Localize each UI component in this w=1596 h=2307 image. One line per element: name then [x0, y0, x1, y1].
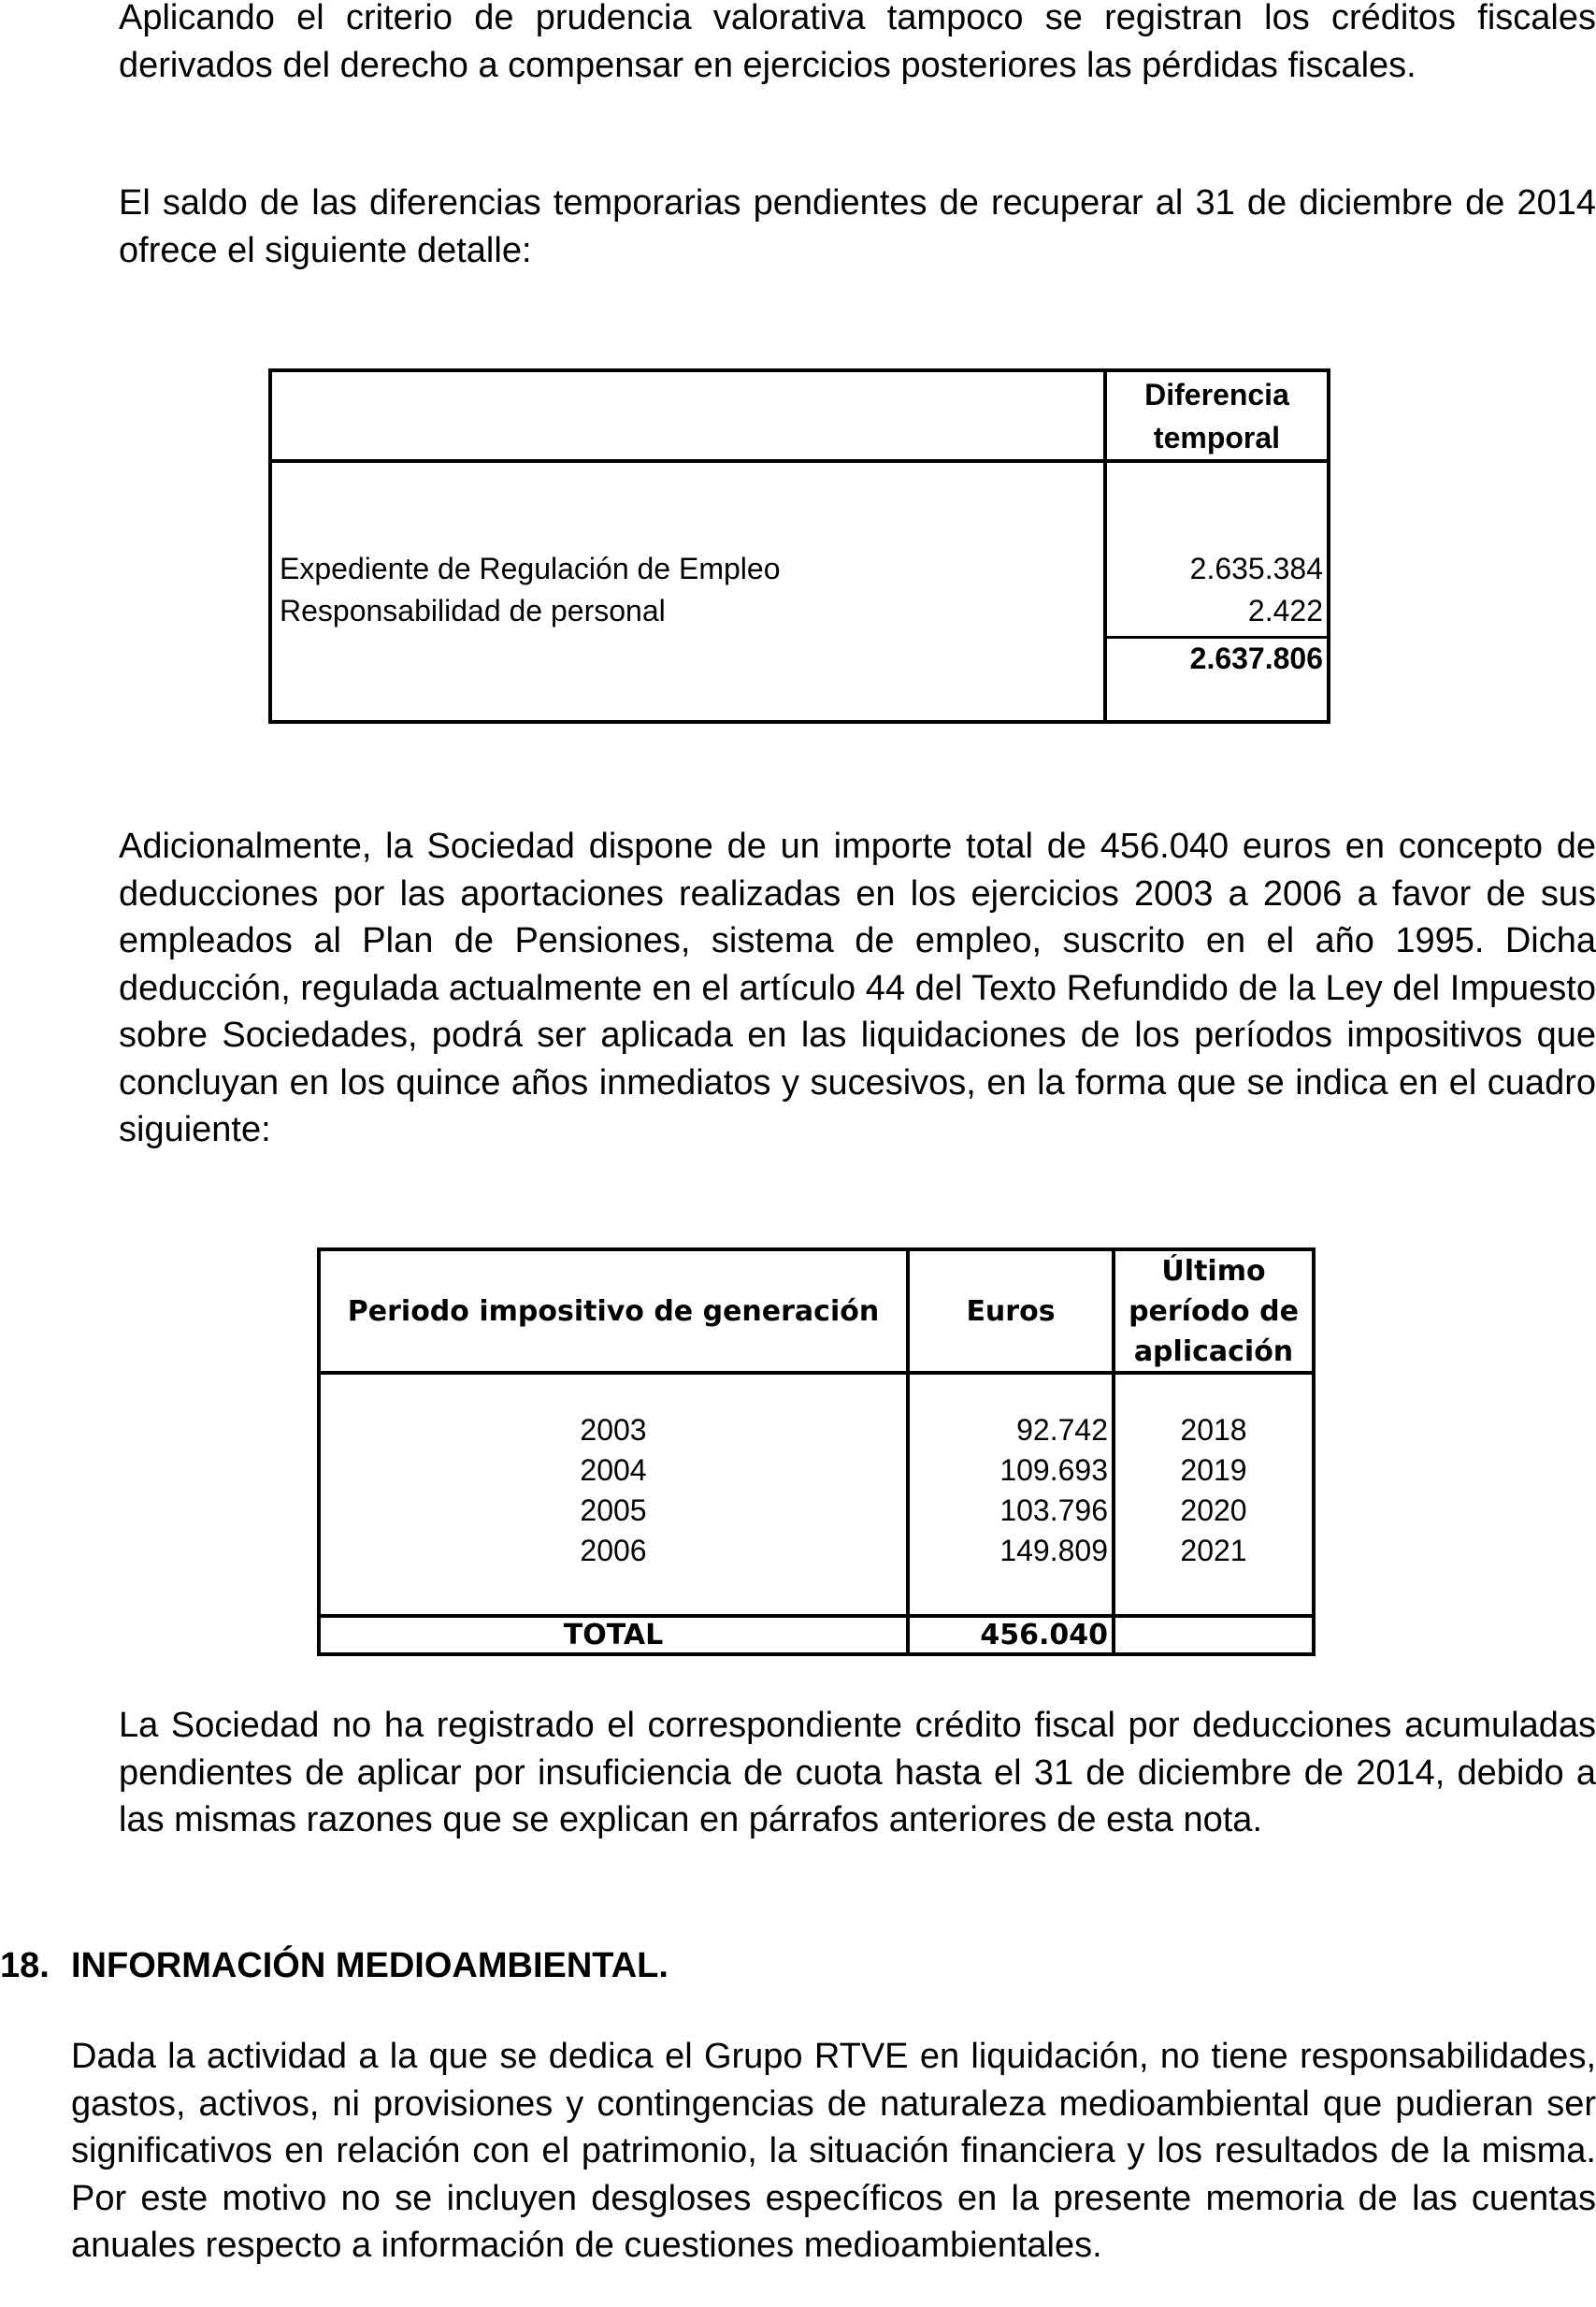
column-header-period: Periodo impositivo de generación [347, 1294, 880, 1328]
cell-euros: 92.742 [1016, 1413, 1108, 1447]
cell-year: 2004 [580, 1453, 647, 1487]
total-euros: 456.040 [980, 1619, 1108, 1651]
cell-last-period: 2021 [1180, 1534, 1247, 1567]
temporary-differences-table [268, 368, 1330, 724]
total-value: 2.637.806 [1189, 642, 1323, 675]
paragraph-deductions: Adicionalmente, la Sociedad dispone de un importe total de 456.040 euros en concepto de deducciones por las aportaciones realizadas en los ejercicios 2003 a 2006 a favor de sus empleados al Plan de Pensiones, sistema de empleo, suscrito en el año 1995. Dicha deducción, regulada actualmente en el artículo 44 del Texto Refundido de la Ley del Impuesto sobre Sociedades, podrá ser aplicada en las liquidaciones de los períodos impositivos que concluyan en los quince años inmediatos y sucesivos, en la forma que se indica en el cuadro siguiente: [119, 827, 1596, 1149]
row-label: Expediente de Regulación de Empleo [280, 552, 781, 585]
table-divider [321, 1371, 1312, 1375]
cell-year: 2005 [580, 1493, 647, 1527]
header-line: Diferencia [1144, 377, 1289, 411]
row-value: 2.635.384 [1189, 552, 1323, 585]
column-header-temporal-difference [1107, 372, 1327, 459]
header-line: Último [1161, 1254, 1266, 1288]
header-line: temporal [1153, 420, 1281, 454]
header-line: aplicación [1133, 1334, 1294, 1368]
paragraph-tax-credit-note: La Sociedad no ha registrado el correspondiente crédito fiscal por deducciones acumuladas pendientes de aplicar por insuficiencia de cuota hasta el 31 de diciembre de 2014, debido a las mismas razones que se explican en párrafos anteriores de esta nota. [119, 1706, 1596, 1839]
deductions-table [317, 1247, 1316, 1656]
section-heading [0, 1942, 669, 1989]
column-header-euros: Euros [966, 1294, 1056, 1328]
cell-euros: 149.809 [999, 1534, 1108, 1567]
cell-year: 2006 [580, 1534, 647, 1567]
paragraph-tax-credits: Aplicando el criterio de prudencia valorativa tampoco se registran los créditos fiscales derivados del derecho a compensar en ejercicios posteriores las pérdidas fiscales. [119, 0, 1596, 85]
cell-last-period: 2020 [1180, 1493, 1247, 1527]
paragraph-temporary-differences: El saldo de las diferencias temporarias pendientes de recuperar al 31 de diciembre de 2014 ofrece el siguiente detalle: [119, 183, 1596, 270]
column-header-last-period [1115, 1251, 1312, 1371]
row-label: Responsabilidad de personal [280, 594, 666, 627]
header-line: período de [1129, 1294, 1299, 1328]
total-label: TOTAL [563, 1619, 664, 1651]
cell-last-period: 2019 [1180, 1453, 1247, 1487]
table-divider [272, 459, 1327, 463]
row-value: 2.422 [1247, 594, 1323, 627]
cell-euros: 109.693 [999, 1453, 1108, 1487]
section-title: INFORMACIÓN MEDIOAMBIENTAL. [71, 1946, 669, 1985]
section-number: 18. [0, 1946, 50, 1985]
cell-euros: 103.796 [999, 1493, 1108, 1527]
paragraph-environmental-info: Dada la actividad a la que se dedica el Grupo RTVE en liquidación, no tiene responsabilidades, gastos, activos, ni provisiones y contingencias de naturaleza medioambiental que pudieran ser significativos en relación con el patrimonio, la situación financiera y los resultados de la misma. Por este motivo no se incluyen desgloses específicos en la presente memoria de las cuentas anuales respecto a información de cuestiones medioambientales. [71, 2037, 1596, 2265]
cell-year: 2003 [580, 1413, 647, 1447]
cell-last-period: 2018 [1180, 1413, 1247, 1447]
